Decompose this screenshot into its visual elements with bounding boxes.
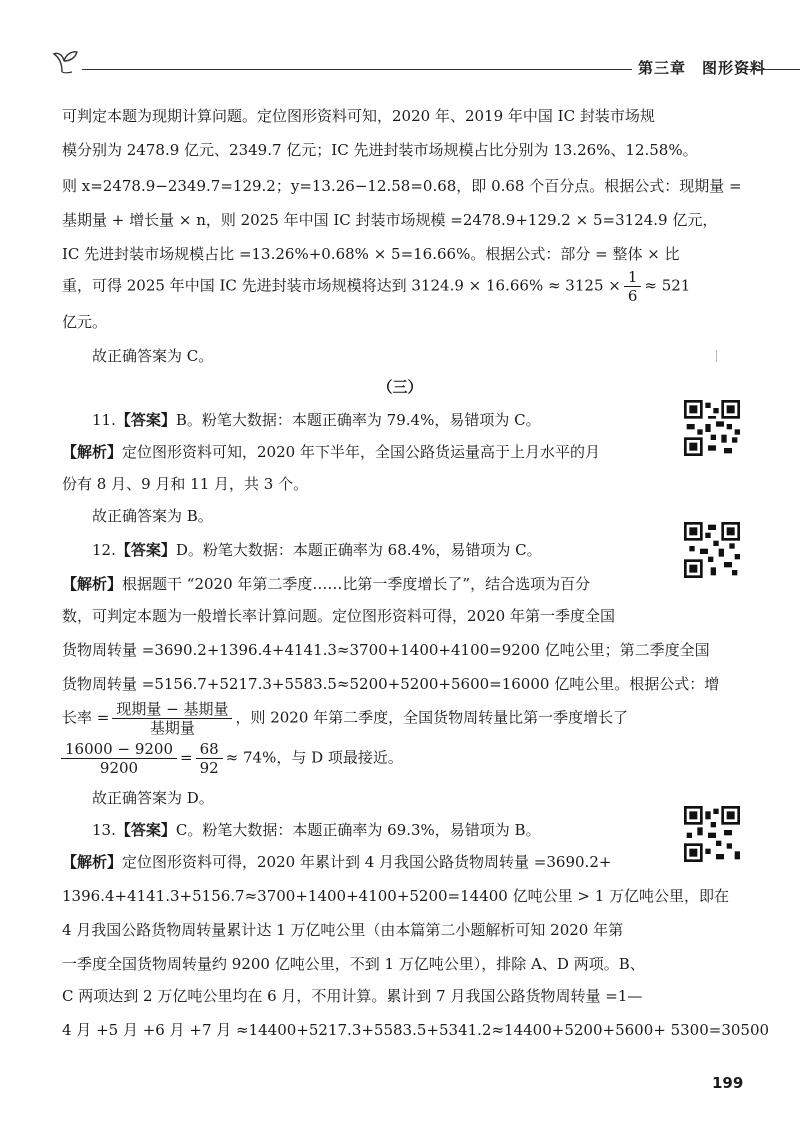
qr-code-icon[interactable] [684,806,740,862]
paragraph-line-with-fraction [58,740,403,777]
paragraph-line: 则 x=2478.9−2349.7=129.2；y=13.26−12.58=0.68，即 0.68 个百分点。根据公式：现期量 = [62,177,742,195]
text-segment: ，则 2020 年第二季度，全国货物周转量比第一季度增长了 [235,708,629,727]
paragraph-line: 4 月我国公路货物周转量累计达 1 万亿吨公里（由本篇第二小题解析可知 2020 年第 [62,921,624,939]
paragraph-line: 模分别为 2478.9 亿元、2349.7 亿元；IC 先进封装市场规模占比分别为 13.26%、12.58%。 [62,141,698,159]
paragraph-line: 基期量 + 增长量 × n，则 2025 年中国 IC 封装市场规模 =2478.9+129.2 × 5=3124.9 亿元， [62,211,718,229]
fraction-denominator: 基期量 [149,719,195,737]
fraction-denominator: 9200 [99,759,139,777]
fraction-denominator: 6 [627,287,638,305]
fraction [112,700,232,737]
analysis-line-q12 [62,574,590,594]
qr-code-icon[interactable] [684,522,740,578]
paragraph-line: 4 月 +5 月 +6 月 +7 月 ≈14400+5217.3+5583.5+5341.2≈14400+5200+5600+ 5300=30500 [62,1021,770,1039]
conclusion-line: 故正确答案为 B。 [92,507,213,525]
paragraph-line: 可判定本题为现期计算问题。定位图形资料可知，2020 年、2019 年中国 IC 封装市场规 [62,107,655,125]
fraction [624,268,642,305]
header-rule [82,69,642,70]
chapter-title: 第三章 图形资料 [632,57,772,78]
fraction [61,740,177,777]
analysis-bracket: 【解析】 [62,575,123,593]
analysis-text: 根据题干 “2020 年第二季度……比第一季度增长了”，结合选项为百分 [122,575,591,593]
header-rule-right [738,69,800,70]
scan-artifact [716,350,717,362]
paragraph-line: 货物周转量 =5156.7+5217.3+5583.5≈5200+5200+5600=16000 亿吨公里。根据公式：增 [62,675,720,693]
fraction-numerator: 1 [624,268,642,287]
paragraph-line: 亿元。 [62,313,108,331]
analysis-bracket: 【解析】 [62,443,123,461]
paragraph-line: 货物周转量 =3690.2+1396.4+4141.3≈3700+1400+4100=9200 亿吨公里；第二季度全国 [62,641,710,659]
sprout-icon [48,46,82,76]
answer-bracket: 【答案】 [115,821,176,839]
question-number: 12. [92,541,116,559]
analysis-text: 定位图形资料可知，2020 年下半年，全国公路货运量高于上月水平的月 [122,443,600,461]
fraction-numerator: 16000 − 9200 [61,740,177,759]
question-number: 11. [92,411,116,429]
question-number: 13. [92,821,116,839]
text-segment: = [180,748,193,767]
analysis-bracket: 【解析】 [62,853,123,871]
fraction-numerator: 68 [196,740,223,759]
conclusion-line: 故正确答案为 D。 [92,789,214,807]
paragraph-line: 数，可判定本题为一般增长率计算问题。定位图形资料可得，2020 年第一季度全国 [62,607,615,625]
fraction-numerator: 现期量 − 基期量 [112,700,232,719]
section-title: （三） [377,378,423,396]
paragraph-line-with-fraction [62,700,628,737]
answer-line-q12 [92,540,542,560]
analysis-text: 定位图形资料可得，2020 年累计到 4 月我国公路货物周转量 =3690.2+ [122,853,612,871]
fraction [196,740,223,777]
page-number: 199 [712,1074,744,1092]
analysis-line-q13 [62,852,611,872]
answer-line-q11 [92,410,541,430]
analysis-line-q11 [62,442,600,462]
qr-code-icon[interactable] [684,400,740,456]
fraction-denominator: 92 [199,759,219,777]
text-segment: 长率 = [62,708,110,727]
answer-text: B。粉笔大数据：本题正确率为 79.4%，易错项为 C。 [175,411,541,429]
answer-line-q13 [92,820,541,840]
paragraph-line: 一季度全国货物周转量约 9200 亿吨公里，不到 1 万亿吨公里），排除 A、D 两项。B、 [62,955,645,973]
text-segment: 重，可得 2025 年中国 IC 先进封装市场规模将达到 3124.9 × 16.66% ≈ 3125 × [62,276,621,295]
answer-text: D。粉笔大数据：本题正确率为 68.4%，易错项为 C。 [175,541,542,559]
conclusion-line: 故正确答案为 C。 [92,347,214,365]
paragraph-line: 份有 8 月、9 月和 11 月，共 3 个。 [62,475,309,493]
answer-bracket: 【答案】 [115,541,176,559]
text-segment: ≈ 521 [644,276,691,295]
paragraph-line-with-fraction [62,268,690,305]
paragraph-line: C 两项达到 2 万亿吨公里均在 6 月，不用计算。累计到 7 月我国公路货物周转量 =1— [62,987,643,1005]
page-header [48,46,800,86]
answer-text: C。粉笔大数据：本题正确率为 69.3%，易错项为 B。 [175,821,541,839]
text-segment: ≈ 74%，与 D 项最接近。 [225,748,403,767]
paragraph-line: 1396.4+4141.3+5156.7≈3700+1400+4100+5200=14400 亿吨公里 > 1 万亿吨公里，即在 [62,887,730,905]
answer-bracket: 【答案】 [115,411,176,429]
paragraph-line: IC 先进封装市场规模占比 =13.26%+0.68% × 5=16.66%。根据公式：部分 = 整体 × 比 [62,245,680,263]
